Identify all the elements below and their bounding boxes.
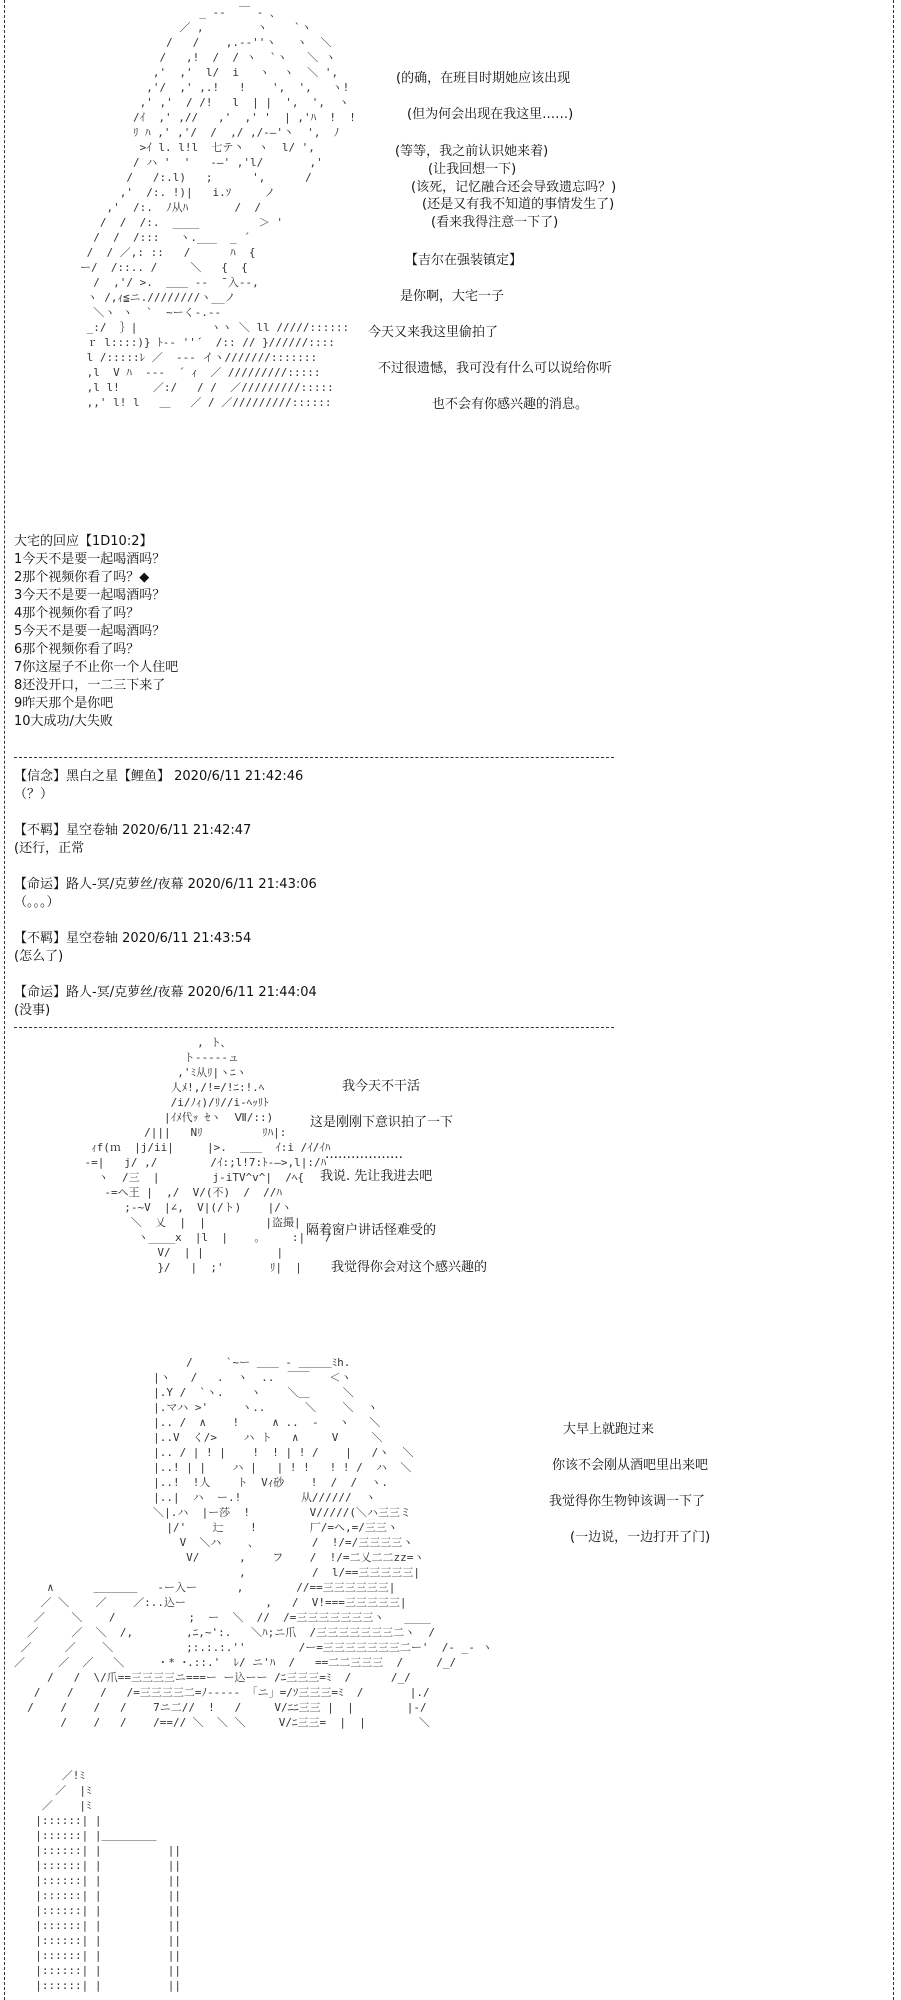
comment (14, 822, 251, 858)
comment-body: （？） (14, 787, 54, 802)
vote-option: 8还没开口，一二三下来了 (14, 678, 166, 693)
scene1-line: 也不会有你感兴趣的消息。 (432, 397, 589, 412)
vote-option: 6那个视频你看了吗？ (14, 642, 140, 657)
vote-option: 9昨天那个是你吧 (14, 696, 114, 711)
vote-option: 1今天不是要一起喝酒吗？ (14, 552, 166, 567)
scene3-line: 我觉得你生物钟该调一下了 (549, 1494, 706, 1509)
vote-option: 7你这屋子不止你一个人住吧 (14, 660, 179, 675)
comment (14, 930, 251, 966)
comment-body: (怎么了) (14, 949, 64, 964)
vote-title: 大宅的回应【1D10:2】 (14, 534, 153, 549)
ascii-art-girl: _ -‐ ￣ ‐ 、 ／ , ヽ `ヽ / / ,.-‐''ヽ ヽ ＼ / ,! / / ヽ `ヽ ＼ ヽ ,' ,' l/ i ヽ ヽ ＼ ', ,'/ ,' ,.! ! ', ', ヽ! ,' ,' / /! l | | ', ', ヽ /ｲ ,' ,// ,' ,' ' | ,'ﾊ ! ! ﾘ ﾊ ,' ,'/ / ,/ ,/-―'丶 ', ﾉ >ｲ l. l!l 七テ丶 ヽ l/ ', / ハ ' ' -―' ,'l/ ,' / /:.l) ; ', / ,' /:. !)| i.ｿ ノ ,' /:. ﾉ从ﾊ / / / / /:. ____ ＞ ' / / /::: ヽ.___ _ ´ / / ／,: :: / ﾊ { ー/ /::.. / ＼ { { / ,'/ >. ＿＿ -‐ ̄ 入-‐, ヽ /,ｨ≦ニ.////////ヽ__ノ ＼ヽ ヽ ` ~ーく-.-‐ _:/ ｝| ヽヽ ＼ ll /////:::::: ｒ l::::)} ﾄ-‐ ''´ /:: // }//////:::: l /:::::ﾚ ／ ‐‐‐ イヽ///////::::::: ,l V ﾊ ‐‐‐ ´ ｨ ／ /////////::::: ,l l! ／:/ / / ／/////////::::: ,,' l! l ＿ ／ / ／/////////:::::: (80, 6, 356, 409)
vote-option: 5今天不是要一起喝酒吗？ (14, 624, 166, 639)
scene1-line: (该死，记忆融合还会导致遗忘吗？) (411, 180, 617, 195)
vote-option: 3今天不是要一起喝酒吗？ (14, 588, 166, 603)
vote-option: 10大成功/大失败 (14, 714, 113, 729)
scene2-line: 我觉得你会对这个感兴趣的 (331, 1260, 488, 1275)
comment-body: (没事) (14, 1003, 51, 1018)
scene1-line: (让我回想一下) (428, 162, 517, 177)
separator (14, 757, 614, 758)
scene2-line: 隔着窗户讲话怪难受的 (306, 1223, 437, 1238)
comment-header: 【不羁】星空卷轴 2020/6/11 21:42:47 (14, 823, 252, 838)
comment-header: 【信念】黑白之星【鲤鱼】 2020/6/11 21:42:46 (14, 769, 304, 784)
page-border-left (4, 0, 5, 2000)
vote-block (14, 533, 178, 731)
scene1-line: (但为何会出现在我这里……) (407, 107, 574, 122)
scene1-line: (还是又有我不知道的事情发生了) (422, 197, 615, 212)
scene1-line: 不过很遗憾，我可没有什么可以说给你听 (378, 361, 613, 376)
scene2-line: 这是刚刚下意识拍了一下 (310, 1115, 454, 1130)
scene1-line: (的确，在班目时期她应该出现 (396, 71, 571, 86)
scene3-line: 大早上就跑过来 (563, 1422, 655, 1437)
separator (14, 1027, 614, 1028)
comment (14, 984, 317, 1020)
comment (14, 768, 303, 804)
scene1-line: 今天又来我这里偷拍了 (368, 325, 499, 340)
page-border-right (893, 0, 894, 2000)
comment (14, 876, 317, 912)
comment-header: 【不羁】星空卷轴 2020/6/11 21:43:54 (14, 931, 252, 946)
scene1-line: 【吉尔在强装镇定】 (405, 253, 523, 268)
scene1-line: (等等，我之前认识她来着) (395, 144, 549, 159)
ascii-art-building: ／!ﾐ ／ |ﾐ ／ |ﾐ |::::::| | |::::::| |＿＿＿＿＿ |::::::| | || |::::::| | || |::::::| | || |::::::| | || |::::::| | || |::::::| | || |::::::| | || |::::::| | || |::::::| | || |::::::| | || (35, 1769, 181, 1992)
comment-body: （。。。） (14, 895, 60, 910)
scene1-line: 是你啊，大宅一子 (400, 289, 505, 304)
scene2-line: ……………… (325, 1147, 403, 1162)
vote-option: 4那个视频你看了吗？ (14, 606, 140, 621)
comment-header: 【命运】路人-冥/克萝丝/夜幕 2020/6/11 21:44:04 (14, 985, 317, 1000)
ascii-art-visitor-window: , ト、 ト-‐-‐-ュ ,'ﾐ从ﾘ|ヽﾆヽ 人ﾒ!,/!=/!ﾆ:!.ﾍ /i/ﾉｨ)/ﾘ//i-ﾍｯﾘﾄ |ｲﾒ代ｯ ｾヽ Ⅶ/::) /||| Nﾘ ﾘﾊ|: ｨf(ｍ |j/ii| |>. ＿＿ ｲ:i /ｲ/ｲﾊ -=| j/ ,/ /ｲ:;l!7:ﾄ-―>,l|:/ﾊ ヽ /三 | j-iTV^v^| /ﾍ{ -=ヘ王 | ,/ V/(不) / //ﾊ ;-~V |∠, V|(/ト) |/ヽ ＼ 乂 | | |盗撮| ヽ____x |l | 。 :| / V/ | | | }/ | ;' ﾘ| | (84, 1036, 332, 1274)
scene2-line: 我说. 先让我进去吧 (320, 1169, 433, 1184)
ascii-art-door-scene: / `~ー ＿＿ ‐ ＿＿＿ﾐh. |ヽ / . ヽ .. ￣￣ ＜ヽ |.Y / `ヽ. ヽ ＼＿ ＼ |.マハ >' ヽ.. ＼ ＼ ヽ |.. / ∧ ! ∧ .. ‐ ヽ ＼ |..V く/> ハ ト ∧ V ＼ |.. / | ! | ! ! | ! / | /ヽ ＼ |..! | | ハ | | ! ! ! ! / ハ ＼ |..! !人 ト Vｨ砂 ! / / ヽ. |..| ハ ー.! 从////// ヽ ＼|.ハ |ー莎 ! V/////(＼ハ三三ミ |/' 辷 ! 厂/=ヘ,=/三三ヽ V ＼ハ 、 / !/=/三三三三ヽ V/ , フ / !/=二乂二二zz=ヽ , / l/==三三三三三| ∧ ＿＿＿＿ -ー入ー , //==三三三三三三| ／ ＼ ／ ／:..込ー , / V!===三三三三三| ／ ＼ / ; ー ＼ // /=三三三三三三三ヽ ____ ／ ／ ＼ /, ,ﾆ,~':. ＼ﾊ;ニ爪 /三三三三三三三二ヽ / ／ ／ ＼ ;:.:.:.'' /ー=三三三三三三三二ー' /- _- ヽ ／ ／ ／ ＼ ・* ･.::.' ﾚ/ ニ'ﾊ / ==二二三三三 / /_/ / / \/爪==三三三三ニ===ー ー込ーー /ﾆ三三三=ﾐ / /_/ / / / /=三三三三二=ﾉ‐‐‐‐‐ 「ニ」=/ｿ三三三=ﾐ / |./ / / / / 7ニ二// ! / V/ﾆﾆ三三 | | |-/ / / / /==// ＼ ＼ ＼ V/ﾆ三三= | | ＼ (14, 1356, 493, 1729)
vote-option: 2那个视频你看了吗？◆ (14, 570, 150, 585)
comment-header: 【命运】路人-冥/克萝丝/夜幕 2020/6/11 21:43:06 (14, 877, 317, 892)
scene3-line: (一边说，一边打开了门) (570, 1530, 711, 1545)
scene2-line: 我今天不干活 (342, 1079, 421, 1094)
scene1-line: (看来我得注意一下了) (431, 215, 559, 230)
comment-body: (还行，正常 (14, 841, 85, 856)
scene3-line: 你该不会刚从酒吧里出来吧 (552, 1458, 709, 1473)
